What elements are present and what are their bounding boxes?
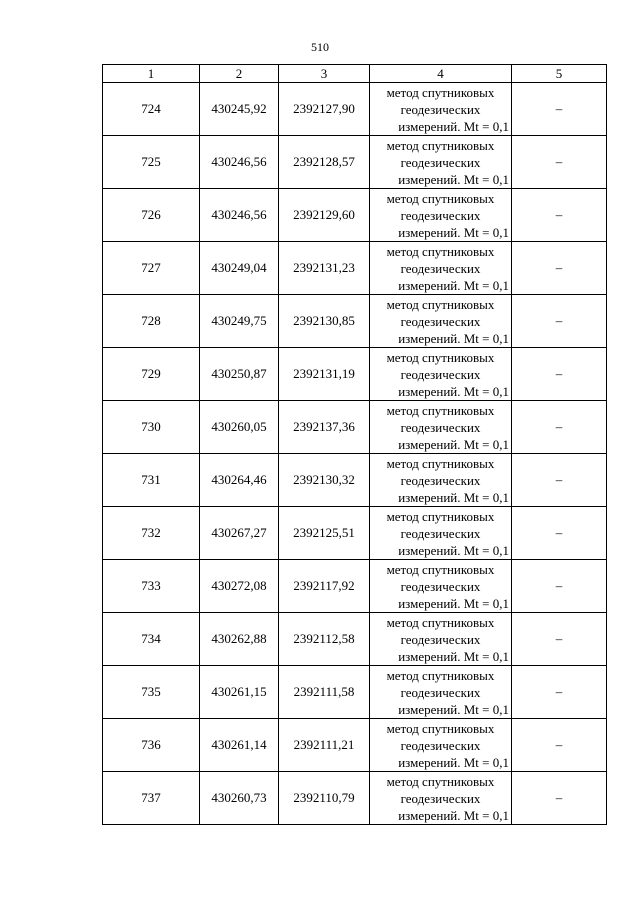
x-coordinate-cell: 430245,92 [200,83,279,136]
point-number-cell: 725 [103,136,200,189]
table-row [103,136,607,189]
method-line: метод спутниковых [386,137,495,153]
method-line: метод спутниковых [386,773,495,789]
x-coordinate-cell: 430249,75 [200,295,279,348]
point-number-cell: 736 [103,719,200,772]
method-line: метод спутниковых [386,720,495,736]
method-cell [370,189,512,242]
point-number-cell: 737 [103,772,200,825]
method-cell [370,719,512,772]
description-cell: – [512,772,607,825]
method-line: метод спутниковых [386,667,495,683]
method-line: геодезических [400,737,481,753]
y-coordinate-cell: 2392131,23 [279,242,370,295]
x-coordinate-cell: 430250,87 [200,348,279,401]
description-cell: – [512,507,607,560]
y-coordinate-cell: 2392111,21 [279,719,370,772]
method-cell [370,136,512,189]
table-row [103,454,607,507]
table-row [103,666,607,719]
point-number-cell: 727 [103,242,200,295]
method-line: измерений. Mt = 0,1 [398,701,509,717]
method-cell [370,507,512,560]
x-coordinate-cell: 430260,05 [200,401,279,454]
method-line: метод спутниковых [386,296,495,312]
method-cell [370,83,512,136]
method-line: геодезических [400,631,481,647]
description-cell: – [512,83,607,136]
table-row [103,189,607,242]
y-coordinate-cell: 2392112,58 [279,613,370,666]
method-cell [370,454,512,507]
x-coordinate-cell: 430261,15 [200,666,279,719]
table-row [103,507,607,560]
point-number-cell: 730 [103,401,200,454]
x-coordinate-cell: 430246,56 [200,189,279,242]
method-line: метод спутниковых [386,402,495,418]
table-row [103,401,607,454]
method-line: метод спутниковых [386,190,495,206]
y-coordinate-cell: 2392117,92 [279,560,370,613]
description-cell: – [512,401,607,454]
method-line: геодезических [400,260,481,276]
method-line: геодезических [400,207,481,223]
x-coordinate-cell: 430267,27 [200,507,279,560]
method-line: метод спутниковых [386,561,495,577]
y-coordinate-cell: 2392110,79 [279,772,370,825]
method-line: метод спутниковых [386,243,495,259]
method-line: геодезических [400,578,481,594]
method-line: измерений. Mt = 0,1 [398,542,509,558]
y-coordinate-cell: 2392128,57 [279,136,370,189]
point-number-cell: 726 [103,189,200,242]
column-header-3: 3 [279,65,370,83]
method-cell [370,242,512,295]
method-cell [370,401,512,454]
table-row [103,242,607,295]
table-row [103,560,607,613]
method-cell [370,560,512,613]
y-coordinate-cell: 2392130,32 [279,454,370,507]
method-line: измерений. Mt = 0,1 [398,224,509,240]
description-cell: – [512,136,607,189]
y-coordinate-cell: 2392125,51 [279,507,370,560]
y-coordinate-cell: 2392130,85 [279,295,370,348]
table-row [103,348,607,401]
method-line: геодезических [400,472,481,488]
description-cell: – [512,666,607,719]
method-cell [370,613,512,666]
y-coordinate-cell: 2392131,19 [279,348,370,401]
x-coordinate-cell: 430249,04 [200,242,279,295]
method-line: метод спутниковых [386,614,495,630]
x-coordinate-cell: 430246,56 [200,136,279,189]
point-number-cell: 733 [103,560,200,613]
description-cell: – [512,719,607,772]
y-coordinate-cell: 2392111,58 [279,666,370,719]
method-line: измерений. Mt = 0,1 [398,436,509,452]
method-line: метод спутниковых [386,508,495,524]
description-cell: – [512,242,607,295]
description-cell: – [512,189,607,242]
table-row [103,613,607,666]
y-coordinate-cell: 2392127,90 [279,83,370,136]
table-row [103,83,607,136]
method-line: метод спутниковых [386,84,495,100]
table-row [103,719,607,772]
description-cell: – [512,613,607,666]
x-coordinate-cell: 430262,88 [200,613,279,666]
point-number-cell: 724 [103,83,200,136]
point-number-cell: 732 [103,507,200,560]
method-line: измерений. Mt = 0,1 [398,754,509,770]
method-line: измерений. Mt = 0,1 [398,648,509,664]
method-line: измерений. Mt = 0,1 [398,171,509,187]
method-line: геодезических [400,790,481,806]
column-header-2: 2 [200,65,279,83]
method-line: метод спутниковых [386,349,495,365]
column-header-4: 4 [370,65,512,83]
method-line: измерений. Mt = 0,1 [398,595,509,611]
method-line: измерений. Mt = 0,1 [398,118,509,134]
method-line: геодезических [400,154,481,170]
method-line: геодезических [400,684,481,700]
method-cell [370,772,512,825]
point-number-cell: 734 [103,613,200,666]
method-line: измерений. Mt = 0,1 [398,489,509,505]
method-line: геодезических [400,101,481,117]
method-line: геодезических [400,366,481,382]
method-line: измерений. Mt = 0,1 [398,330,509,346]
method-cell [370,666,512,719]
column-header-5: 5 [512,65,607,83]
x-coordinate-cell: 430264,46 [200,454,279,507]
description-cell: – [512,454,607,507]
point-number-cell: 735 [103,666,200,719]
column-header-1: 1 [103,65,200,83]
table-row [103,295,607,348]
method-line: измерений. Mt = 0,1 [398,807,509,823]
table-row [103,772,607,825]
page-number: 510 [311,40,329,54]
method-cell [370,348,512,401]
method-line: геодезических [400,313,481,329]
description-cell: – [512,295,607,348]
method-line: измерений. Mt = 0,1 [398,277,509,293]
table-header-row [103,65,607,83]
description-cell: – [512,560,607,613]
description-cell: – [512,348,607,401]
method-line: метод спутниковых [386,455,495,471]
point-number-cell: 731 [103,454,200,507]
x-coordinate-cell: 430261,14 [200,719,279,772]
method-line: геодезических [400,525,481,541]
y-coordinate-cell: 2392137,36 [279,401,370,454]
point-number-cell: 729 [103,348,200,401]
method-line: геодезических [400,419,481,435]
method-line: измерений. Mt = 0,1 [398,383,509,399]
x-coordinate-cell: 430272,08 [200,560,279,613]
method-cell [370,295,512,348]
x-coordinate-cell: 430260,73 [200,772,279,825]
y-coordinate-cell: 2392129,60 [279,189,370,242]
coordinates-table [102,64,607,825]
point-number-cell: 728 [103,295,200,348]
